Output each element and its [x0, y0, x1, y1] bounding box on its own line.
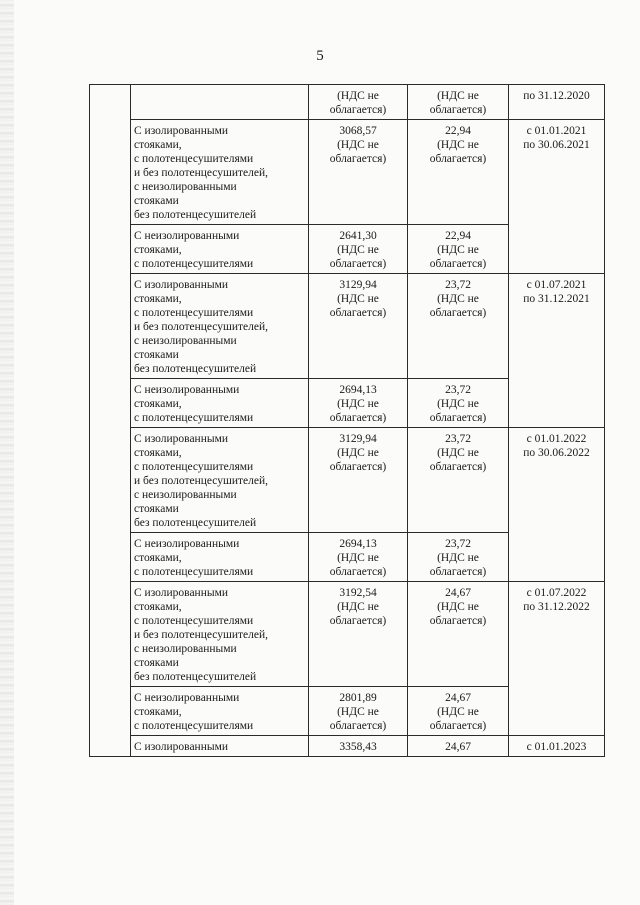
cell-line: с 01.01.2023 — [526, 741, 587, 753]
cell-line: С изолированными — [134, 125, 229, 137]
cell-line: облагается) — [429, 153, 487, 165]
price-cell — [309, 274, 408, 379]
cell-line: С неизолированными — [134, 230, 240, 242]
cell-line: облагается) — [429, 412, 487, 424]
cell-line: облагается) — [329, 461, 387, 473]
description-cell — [131, 85, 309, 120]
cell-line: облагается) — [329, 258, 387, 270]
period-cell — [509, 274, 605, 428]
cell-line: (НДС не — [437, 244, 479, 256]
cell-line: 23,72 — [445, 433, 471, 445]
cell-line: (НДС не — [437, 706, 479, 718]
description-cell — [131, 533, 309, 582]
cell-line: облагается) — [329, 412, 387, 424]
tariff-table — [89, 84, 605, 757]
volume-cell — [408, 225, 509, 274]
price-cell — [309, 582, 408, 687]
table-row — [90, 85, 605, 120]
cell-line: облагается) — [429, 258, 487, 270]
cell-line: облагается) — [429, 720, 487, 732]
cell-line: стояками, — [134, 244, 182, 256]
cell-line: с 01.07.2022 — [526, 587, 587, 599]
cell-line: с неизолированными — [134, 181, 237, 193]
cell-line: облагается) — [329, 153, 387, 165]
cell-line: (НДС не — [437, 139, 479, 151]
cell-line: и без полотенцесушителей, — [134, 167, 269, 179]
period-cell — [509, 428, 605, 582]
cell-line: (НДС не — [337, 244, 379, 256]
cell-line: облагается) — [329, 615, 387, 627]
cell-line: с 01.07.2021 — [526, 279, 587, 291]
cell-line: без полотенцесушителей — [134, 517, 257, 529]
table-row — [90, 274, 605, 379]
cell-line: 3068,57 — [339, 125, 377, 137]
cell-line: 24,67 — [445, 741, 471, 753]
cell-line: 24,67 — [445, 692, 471, 704]
volume-cell — [408, 736, 509, 757]
cell-line: по 30.06.2021 — [523, 139, 590, 151]
cell-line: по 31.12.2022 — [523, 601, 590, 613]
volume-cell — [408, 533, 509, 582]
volume-cell — [408, 85, 509, 120]
cell-line: 3192,54 — [339, 587, 377, 599]
description-cell — [131, 428, 309, 533]
cell-line: стояками, — [134, 139, 182, 151]
cell-line: (НДС не — [437, 552, 479, 564]
cell-line: 2801,89 — [339, 692, 377, 704]
price-cell — [309, 533, 408, 582]
cell-line: 2694,13 — [339, 384, 377, 396]
cell-line: по 31.12.2021 — [523, 293, 590, 305]
cell-line: С изолированными — [134, 433, 229, 445]
cell-line: с 01.01.2021 — [526, 125, 587, 137]
cell-line: 2641,30 — [339, 230, 377, 242]
cell-line: С неизолированными — [134, 384, 240, 396]
cell-line: 24,67 — [445, 587, 471, 599]
price-cell — [309, 736, 408, 757]
cell-line: 23,72 — [445, 384, 471, 396]
cell-line: облагается) — [429, 307, 487, 319]
cell-line: облагается) — [429, 566, 487, 578]
cell-line: (НДС не — [437, 90, 479, 102]
cell-line: стояками, — [134, 447, 182, 459]
description-cell — [131, 225, 309, 274]
cell-line: 22,94 — [445, 125, 471, 137]
cell-line: без полотенцесушителей — [134, 363, 257, 375]
volume-cell — [408, 120, 509, 225]
cell-line: стояками — [134, 657, 179, 669]
scan-edge-artifact — [0, 0, 14, 905]
cell-line: (НДС не — [437, 398, 479, 410]
period-cell — [509, 85, 605, 120]
cell-line: (НДС не — [337, 447, 379, 459]
cell-line: (НДС не — [437, 293, 479, 305]
cell-line: с полотенцесушителями — [134, 720, 254, 732]
cell-line: облагается) — [429, 615, 487, 627]
cell-line: облагается) — [329, 720, 387, 732]
cell-line: (НДС не — [337, 552, 379, 564]
cell-line: (НДС не — [437, 601, 479, 613]
description-cell — [131, 687, 309, 736]
cell-line: стояками, — [134, 293, 182, 305]
cell-line: стояками — [134, 349, 179, 361]
description-cell — [131, 274, 309, 379]
cell-line: С неизолированными — [134, 692, 240, 704]
cell-line: 2694,13 — [339, 538, 377, 550]
period-cell — [509, 120, 605, 274]
volume-cell — [408, 687, 509, 736]
table-row — [90, 736, 605, 757]
table-row — [90, 120, 605, 225]
cell-line: 3358,43 — [339, 741, 377, 753]
price-cell — [309, 225, 408, 274]
price-cell — [309, 687, 408, 736]
cell-line: (НДС не — [337, 601, 379, 613]
cell-line: по 30.06.2022 — [523, 447, 590, 459]
cell-line: и без полотенцесушителей, — [134, 629, 269, 641]
cell-line: облагается) — [329, 566, 387, 578]
cell-line: 3129,94 — [339, 433, 377, 445]
description-cell — [131, 736, 309, 757]
cell-line: С изолированными — [134, 587, 229, 599]
cell-line: (НДС не — [337, 398, 379, 410]
cell-line: с неизолированными — [134, 489, 237, 501]
cell-line: с полотенцесушителями — [134, 307, 254, 319]
cell-line: и без полотенцесушителей, — [134, 475, 269, 487]
cell-line: с полотенцесушителями — [134, 615, 254, 627]
description-cell — [131, 582, 309, 687]
page-number: 5 — [316, 48, 324, 64]
cell-line: 3129,94 — [339, 279, 377, 291]
cell-line: с полотенцесушителями — [134, 153, 254, 165]
volume-cell — [408, 582, 509, 687]
volume-cell — [408, 274, 509, 379]
description-cell — [131, 379, 309, 428]
period-cell — [509, 582, 605, 736]
cell-line: стояками — [134, 195, 179, 207]
price-cell — [309, 428, 408, 533]
cell-line: без полотенцесушителей — [134, 671, 257, 683]
cell-line: С изолированными — [134, 741, 229, 753]
tariff-table-body — [90, 85, 605, 757]
cell-line: С неизолированными — [134, 538, 240, 550]
cell-line: стояками — [134, 503, 179, 515]
cell-line: с полотенцесушителями — [134, 461, 254, 473]
cell-line: облагается) — [329, 104, 387, 116]
cell-line: с 01.01.2022 — [526, 433, 587, 445]
cell-line: (НДС не — [437, 447, 479, 459]
cell-line: 23,72 — [445, 538, 471, 550]
cell-line: (НДС не — [337, 293, 379, 305]
cell-line: 23,72 — [445, 279, 471, 291]
cell-line: (НДС не — [337, 706, 379, 718]
cell-line: облагается) — [429, 461, 487, 473]
volume-cell — [408, 379, 509, 428]
description-cell — [131, 120, 309, 225]
cell-line: стояками, — [134, 398, 182, 410]
table-row — [90, 582, 605, 687]
cell-line: С изолированными — [134, 279, 229, 291]
cell-line: и без полотенцесушителей, — [134, 321, 269, 333]
cell-line: без полотенцесушителей — [134, 209, 257, 221]
cell-line: стояками, — [134, 706, 182, 718]
cell-line: с полотенцесушителями — [134, 566, 254, 578]
cell-line: 22,94 — [445, 230, 471, 242]
cell-line: облагается) — [429, 104, 487, 116]
price-cell — [309, 120, 408, 225]
cell-line: с полотенцесушителями — [134, 412, 254, 424]
cell-line: с неизолированными — [134, 643, 237, 655]
cell-line: с неизолированными — [134, 335, 237, 347]
row-number-cell — [90, 85, 131, 757]
cell-line: по 31.12.2020 — [523, 90, 590, 102]
table-row — [90, 428, 605, 533]
cell-line: облагается) — [329, 307, 387, 319]
cell-line: стояками, — [134, 552, 182, 564]
price-cell — [309, 379, 408, 428]
cell-line: (НДС не — [337, 139, 379, 151]
price-cell — [309, 85, 408, 120]
cell-line: (НДС не — [337, 90, 379, 102]
volume-cell — [408, 428, 509, 533]
cell-line: с полотенцесушителями — [134, 258, 254, 270]
period-cell — [509, 736, 605, 757]
cell-line: стояками, — [134, 601, 182, 613]
